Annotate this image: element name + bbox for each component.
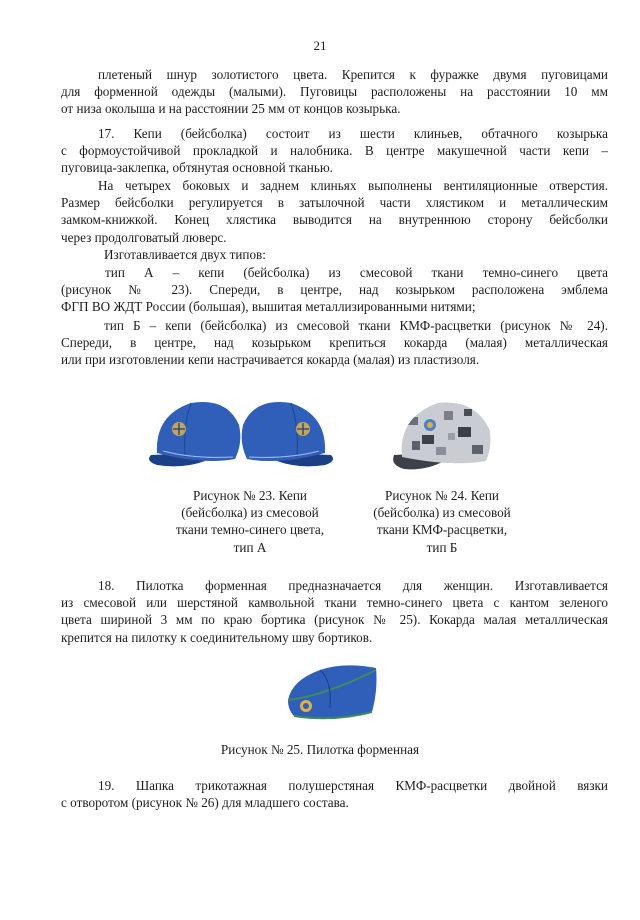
- figure-25-garrison-cap: [284, 660, 380, 726]
- text-line: крепится на пилотку к соединительному шву бортиков.: [61, 629, 373, 645]
- text-line: цвета шириной 3 мм по краю бортика (рисунок № 25). Кокарда малая металлическая: [61, 612, 608, 628]
- text-line: Изготавливается двух типов:: [104, 247, 266, 262]
- caption-line: ткани КМФ-расцветки,: [376, 522, 508, 538]
- caption-line: (бейсболка) из смесовой: [373, 505, 511, 521]
- paragraph-19-knit-hat: [61, 777, 608, 811]
- text-line: пуговица-заклепка, обтянутая основной тканью.: [61, 160, 333, 176]
- text-line: Спереди, в центре, над козырьком крепиться кокарда (малая) металлическая: [61, 335, 608, 351]
- figure-23-caption: [150, 487, 350, 556]
- paragraph-cord-attachment: [61, 66, 608, 118]
- text-line: (рисунок № 23). Спереди, в центре, над козырьком расположена эмблема: [61, 282, 608, 298]
- caption-line: тип Б: [426, 539, 458, 555]
- figure-23-blue-caps: [143, 395, 339, 475]
- text-line: с формоустойчивой прокладкой и налобника. В центре макушечной части кепи –: [61, 143, 608, 159]
- figure-25-caption: Рисунок № 25. Пилотка форменная: [220, 742, 420, 757]
- text-line: 18. Пилотка форменная предназначается для женщин. Изготавливается: [98, 578, 608, 593]
- text-line: ФГП ВО ЖДТ России (большая), вышитая металлизированными нитями;: [61, 299, 476, 315]
- text-line: На четырех боковых и заднем клиньях выполнены вентиляционные отверстия.: [98, 178, 608, 193]
- text-line: плетеный шнур золотистого цвета. Крепится к фуражке двумя пуговицами: [98, 67, 608, 82]
- text-line: или при изготовлении кепи настрачивается кокарда (малая) из пластизоля.: [61, 352, 480, 368]
- text-line: 17. Кепи (бейсболка) состоит из шести клиньев, обтачного козырька: [98, 126, 608, 141]
- caption-line: (бейсболка) из смесовой: [181, 505, 319, 521]
- text-line: Размер бейсболки регулируется в затылочной части хлястиком и металлическим: [61, 195, 608, 211]
- paragraph-type-a: [61, 264, 608, 316]
- text-line: через продолговатый люверс.: [61, 229, 227, 245]
- blue-cap-right: [242, 402, 333, 466]
- caption-line: тип А: [233, 539, 267, 555]
- paragraph-types: [61, 246, 608, 263]
- text-line: 19. Шапка трикотажная полушерстяная КМФ-расцветки двойной вязки: [98, 778, 608, 793]
- page-number: 21: [313, 38, 327, 53]
- figure-24-camo-cap: [392, 397, 496, 477]
- text-line: из смесовой или шерстяной камвольной ткани темно-синего цвета с кантом зеленого: [61, 595, 608, 611]
- caption-line: Рисунок № 23. Кепи: [193, 488, 307, 503]
- paragraph-ventilation: [61, 177, 608, 246]
- blue-cap-left: [149, 402, 240, 466]
- text-line: с отворотом (рисунок № 26) для младшего состава.: [61, 795, 349, 811]
- text-line: от низа околыша и на расстоянии 25 мм от концов козырька.: [61, 101, 401, 117]
- figure-24-caption: [352, 487, 532, 556]
- garrison-cap-image: [284, 660, 380, 726]
- paragraph-17-cap: [61, 125, 608, 177]
- text-line: тип А – кепи (бейсболка) из смесовой ткани темно-синего цвета: [105, 265, 608, 280]
- text-line: замком-книжкой. Конец хлястика выводится на внутреннюю сторону бейсболки: [61, 212, 608, 228]
- camo-cap-image: [392, 397, 496, 477]
- caption-line: Рисунок № 24. Кепи: [385, 488, 499, 503]
- text-line: для форменной одежды (малыми). Пуговицы расположены на расстоянии 10 мм: [61, 84, 608, 100]
- paragraph-18-pilotka: [61, 577, 608, 646]
- caption-line: ткани темно-синего цвета,: [175, 522, 325, 538]
- text-line: тип Б – кепи (бейсболка) из смесовой ткани КМФ-расцветки (рисунок № 24).: [104, 318, 608, 333]
- blue-caps-image: [143, 395, 339, 475]
- paragraph-type-b: [61, 317, 608, 369]
